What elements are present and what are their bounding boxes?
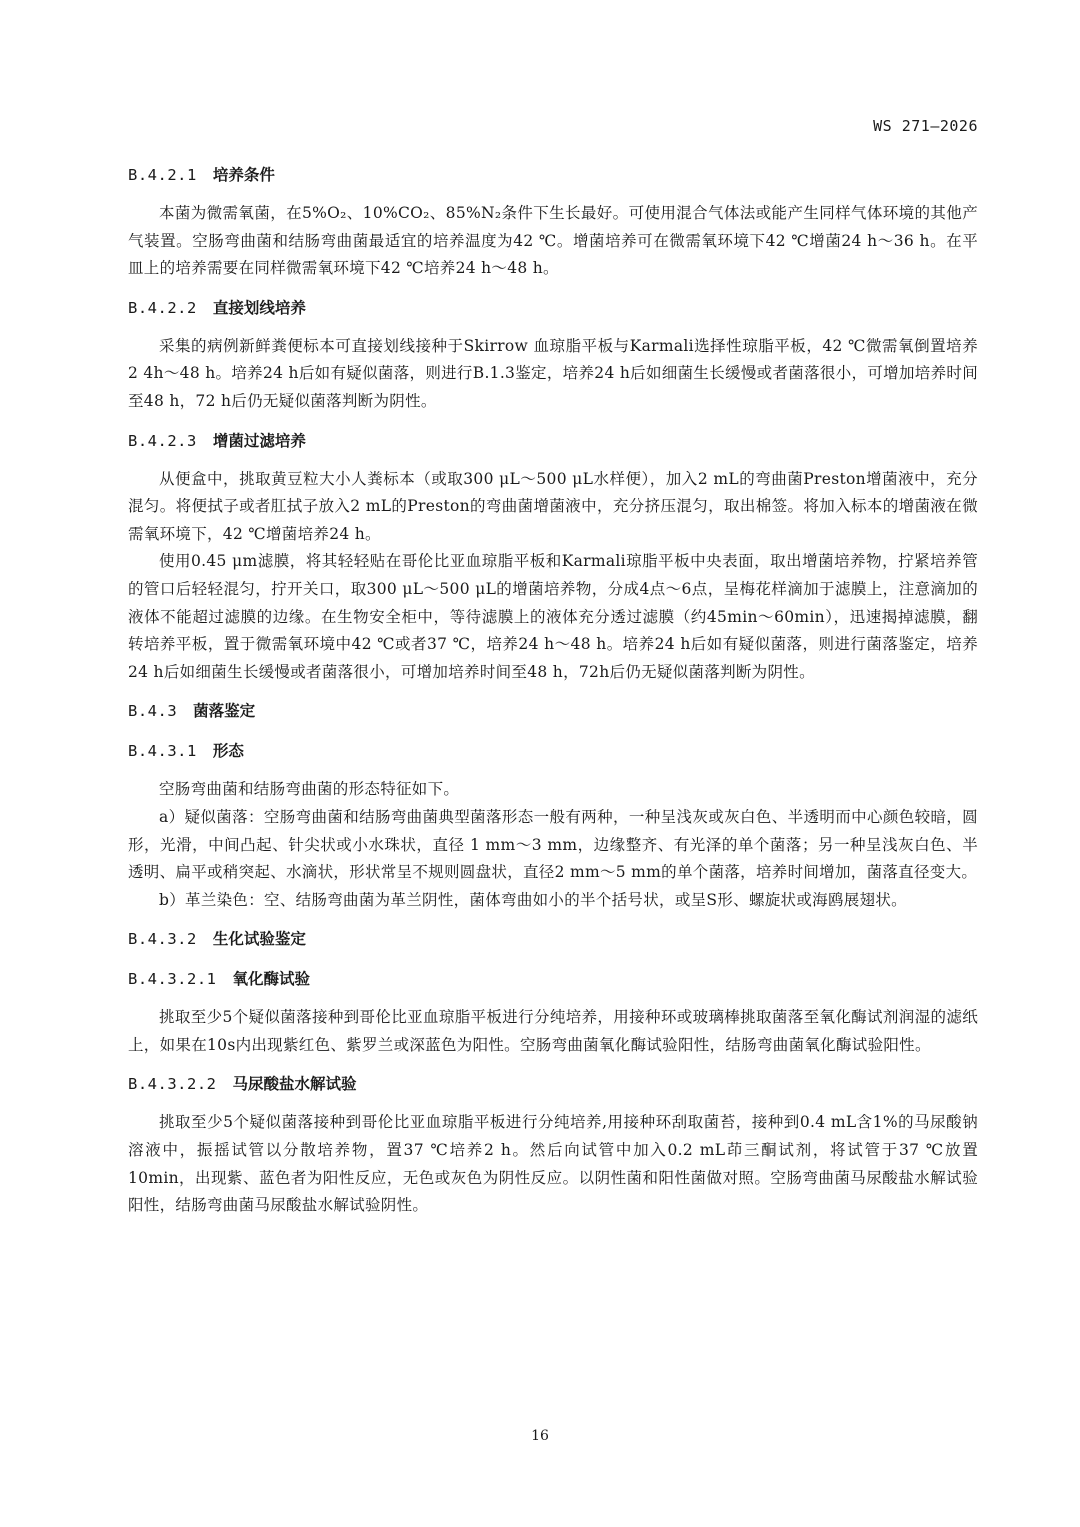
section-title: 形态 xyxy=(212,742,244,761)
list-item: b）革兰染色：空、结肠弯曲菌为革兰阴性，菌体弯曲如小的半个括号状，或呈S形、螺旋状或海鸥展翅状。 xyxy=(159,890,907,909)
section-title: 菌落鉴定 xyxy=(193,702,256,721)
section-title: 培养条件 xyxy=(212,166,275,184)
section-title: 马尿酸盐水解试验 xyxy=(232,1075,357,1094)
paragraph: 从便盒中，挑取黄豆粒大小人粪标本（或取300 μL～500 μL水样便），加入2 mL的弯曲菌Preston增菌液中，充分混匀。将便拭子或者肛拭子放入2 mL的Preston的弯曲菌增菌液中，充分挤压混匀，取出棉签。将加入标本的增菌液在微需氧环境下，42 ℃增菌培养24 h。 xyxy=(128,469,978,543)
section-number: B.4.3.2 xyxy=(128,930,197,949)
section-number: B.4.3.2.2 xyxy=(128,1075,217,1094)
section-number: B.4.2.2 xyxy=(128,298,197,317)
section-title: 氧化酶试验 xyxy=(232,970,311,989)
section-title: 直接划线培养 xyxy=(212,298,306,317)
section-heading xyxy=(128,293,978,323)
paragraph: 挑取至少5个疑似菌落接种到哥伦比亚血琼脂平板进行分纯培养，用接种环或玻璃棒挑取菌落至氧化酶试剂润湿的滤纸上，如果在10s内出现紫红色、紫罗兰或深蓝色为阳性。空肠弯曲菌氧化酶试验阳性，结肠弯曲菌氧化酶试验阳性。 xyxy=(128,1008,978,1054)
paragraph: 挑取至少5个疑似菌落接种到哥伦比亚血琼脂平板进行分纯培养,用接种环刮取菌苔，接种到0.4 mL含1%的马尿酸钠溶液中，振摇试管以分散培养物，置37 ℃培养2 h。然后向试管中加入0.2 mL茚三酮试剂，将试管于37 ℃放置10min，出现紫、蓝色者为阳性反应，无色或灰色为阴性反应。以阴性菌和阳性菌做对照。空肠弯曲菌马尿酸盐水解试验阳性，结肠弯曲菌马尿酸盐水解试验阴性。 xyxy=(128,1113,978,1215)
paragraph: 采集的病例新鲜粪便标本可直接划线接种于Skirrow 血琼脂平板与Karmali选择性琼脂平板，42 ℃微需氧倒置培养2 4h～48 h。培养24 h后如有疑似菌落，则进行B.1.3鉴定，培养24 h后如细菌生长缓慢或者菌落很小，可增加培养时间至48 h，72 h后仍无疑似菌落判断为阴性。 xyxy=(128,336,978,410)
document-body xyxy=(128,160,978,1220)
section-heading xyxy=(128,964,978,994)
paragraph: 空肠弯曲菌和结肠弯曲菌的形态特征如下。 xyxy=(159,780,460,799)
paragraph: 本菌为微需氧菌，在5%O₂、10%CO₂、85%N₂条件下生长最好。可使用混合气体法或能产生同样气体环境的其他产气装置。空肠弯曲菌和结肠弯曲菌最适宜的培养温度为42 ℃。增菌培养可在微需氧环境下42 ℃增菌24 h～36 h。在平皿上的培养需要在同样微需氧环境下42 ℃培养24 h～48 h。 xyxy=(128,204,978,278)
section-heading xyxy=(128,736,978,766)
section-number: B.4.3 xyxy=(128,702,178,721)
section-number: B.4.3.1 xyxy=(128,742,197,761)
list-item: a）疑似菌落：空肠弯曲菌和结肠弯曲菌典型菌落形态一般有两种，一种呈浅灰或灰白色、半透明而中心颜色较暗，圆形，光滑，中间凸起、针尖状或小水珠状，直径 1 mm～3 mm，边缘整齐、有光泽的单个菌落；另一种呈浅灰白色、半透明、扁平或稍突起、水滴状，形状常呈不规则圆盘状，直径2 mm～5 mm的单个菌落，培养时间增加，菌落直径变大。 xyxy=(128,807,978,882)
section-number: B.4.3.2.1 xyxy=(128,970,217,989)
section-heading xyxy=(128,1069,978,1099)
section-title: 生化试验鉴定 xyxy=(212,930,306,949)
standard-code: WS 271—2026 xyxy=(873,117,978,135)
section-heading xyxy=(128,924,978,954)
section-heading xyxy=(128,160,978,190)
section-heading xyxy=(128,696,978,726)
section-number: B.4.2.3 xyxy=(128,431,197,450)
page-number: 16 xyxy=(531,1428,549,1444)
section-number: B.4.2.1 xyxy=(128,166,197,184)
section-heading xyxy=(128,426,978,456)
paragraph: 使用0.45 μm滤膜，将其轻轻贴在哥伦比亚血琼脂平板和Karmali琼脂平板中央表面，取出增菌培养物，拧紧培养管的管口后轻轻混匀，拧开关口，取300 μL～500 μL的增菌培养物，分成4点～6点，呈梅花样滴加于滤膜上，注意滴加的液体不能超过滤膜的边缘。在生物安全柜中，等待滤膜上的液体充分透过滤膜（约45min～60min），迅速揭掉滤膜，翻转培养平板，置于微需氧环境中42 ℃或者37 ℃，培养24 h～48 h。培养24 h后如有疑似菌落，则进行菌落鉴定，培养24 h后如细菌生长缓慢或者菌落很小，可增加培养时间至48 h，72h后仍无疑似菌落判断为阴性。 xyxy=(128,552,978,681)
section-title: 增菌过滤培养 xyxy=(212,431,306,450)
